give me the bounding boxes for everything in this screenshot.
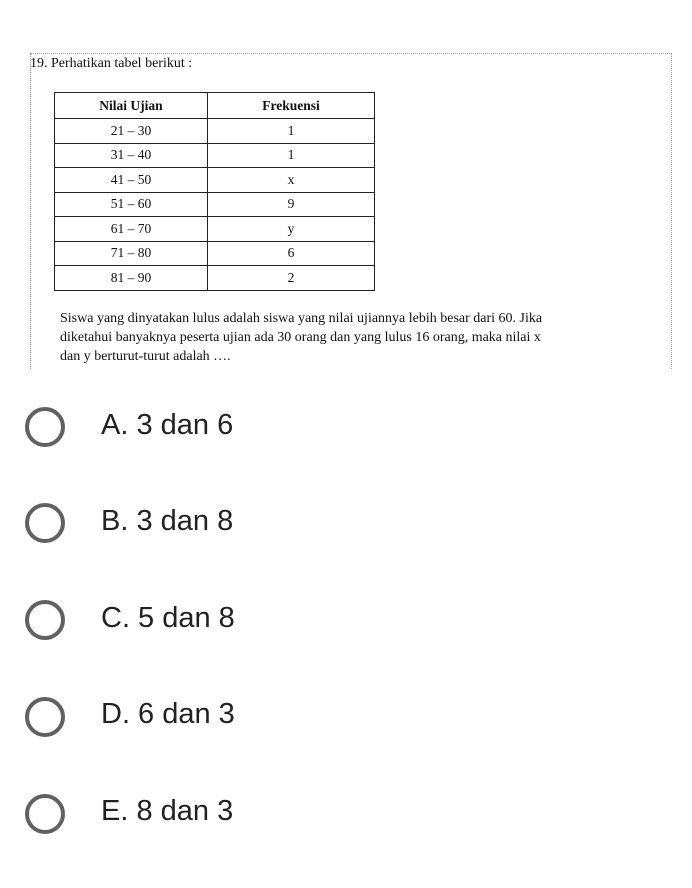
option-b[interactable] <box>0 474 692 570</box>
option-label: E. 8 dan 3 <box>101 795 234 827</box>
table-row <box>55 266 375 291</box>
table-cell: y <box>208 217 375 242</box>
table-cell: 51 – 60 <box>55 192 208 217</box>
option-label: A. 3 dan 6 <box>101 409 234 441</box>
option-a[interactable] <box>0 379 692 475</box>
radio-icon[interactable] <box>25 697 65 737</box>
table-row <box>55 119 375 144</box>
paragraph-line: diketahui banyaknya peserta ujian ada 30 orang dan yang lulus 16 orang, maka nilai x <box>60 330 541 345</box>
table-row <box>55 241 375 266</box>
option-e[interactable] <box>0 765 692 861</box>
table-cell: 21 – 30 <box>55 119 208 144</box>
question-image-border-left <box>30 53 31 369</box>
table-row <box>55 192 375 217</box>
table-cell: 31 – 40 <box>55 143 208 168</box>
table-cell: 6 <box>208 241 375 266</box>
option-d[interactable] <box>0 668 692 764</box>
header-nilai-ujian: Nilai Ujian <box>55 93 208 119</box>
frequency-table <box>54 92 375 291</box>
radio-icon[interactable] <box>25 600 65 640</box>
option-label: D. 6 dan 3 <box>101 698 235 730</box>
question-paragraph <box>60 309 672 366</box>
option-c[interactable] <box>0 572 692 668</box>
radio-icon[interactable] <box>25 503 65 543</box>
paragraph-line: dan y berturut-turut adalah …. <box>60 349 231 364</box>
table-row <box>55 217 375 242</box>
table-cell: 61 – 70 <box>55 217 208 242</box>
table-header-row <box>55 93 375 119</box>
radio-icon[interactable] <box>25 794 65 834</box>
question-title: 19. Perhatikan tabel berikut : <box>30 56 193 71</box>
paragraph-line: Siswa yang dinyatakan lulus adalah siswa yang nilai ujiannya lebih besar dari 60. Jika <box>60 311 543 326</box>
table-cell: 1 <box>208 143 375 168</box>
header-frekuensi: Frekuensi <box>208 93 375 119</box>
question-image-border-top <box>30 53 672 54</box>
table-cell: 71 – 80 <box>55 241 208 266</box>
option-label: B. 3 dan 8 <box>101 505 234 537</box>
radio-icon[interactable] <box>25 407 65 447</box>
table-cell: x <box>208 168 375 193</box>
table-cell: 1 <box>208 119 375 144</box>
question-image <box>30 53 672 369</box>
table-cell: 9 <box>208 192 375 217</box>
table-cell: 81 – 90 <box>55 266 208 291</box>
table-cell: 41 – 50 <box>55 168 208 193</box>
table-row <box>55 143 375 168</box>
option-label: C. 5 dan 8 <box>101 602 235 634</box>
table-cell: 2 <box>208 266 375 291</box>
table-row <box>55 168 375 193</box>
